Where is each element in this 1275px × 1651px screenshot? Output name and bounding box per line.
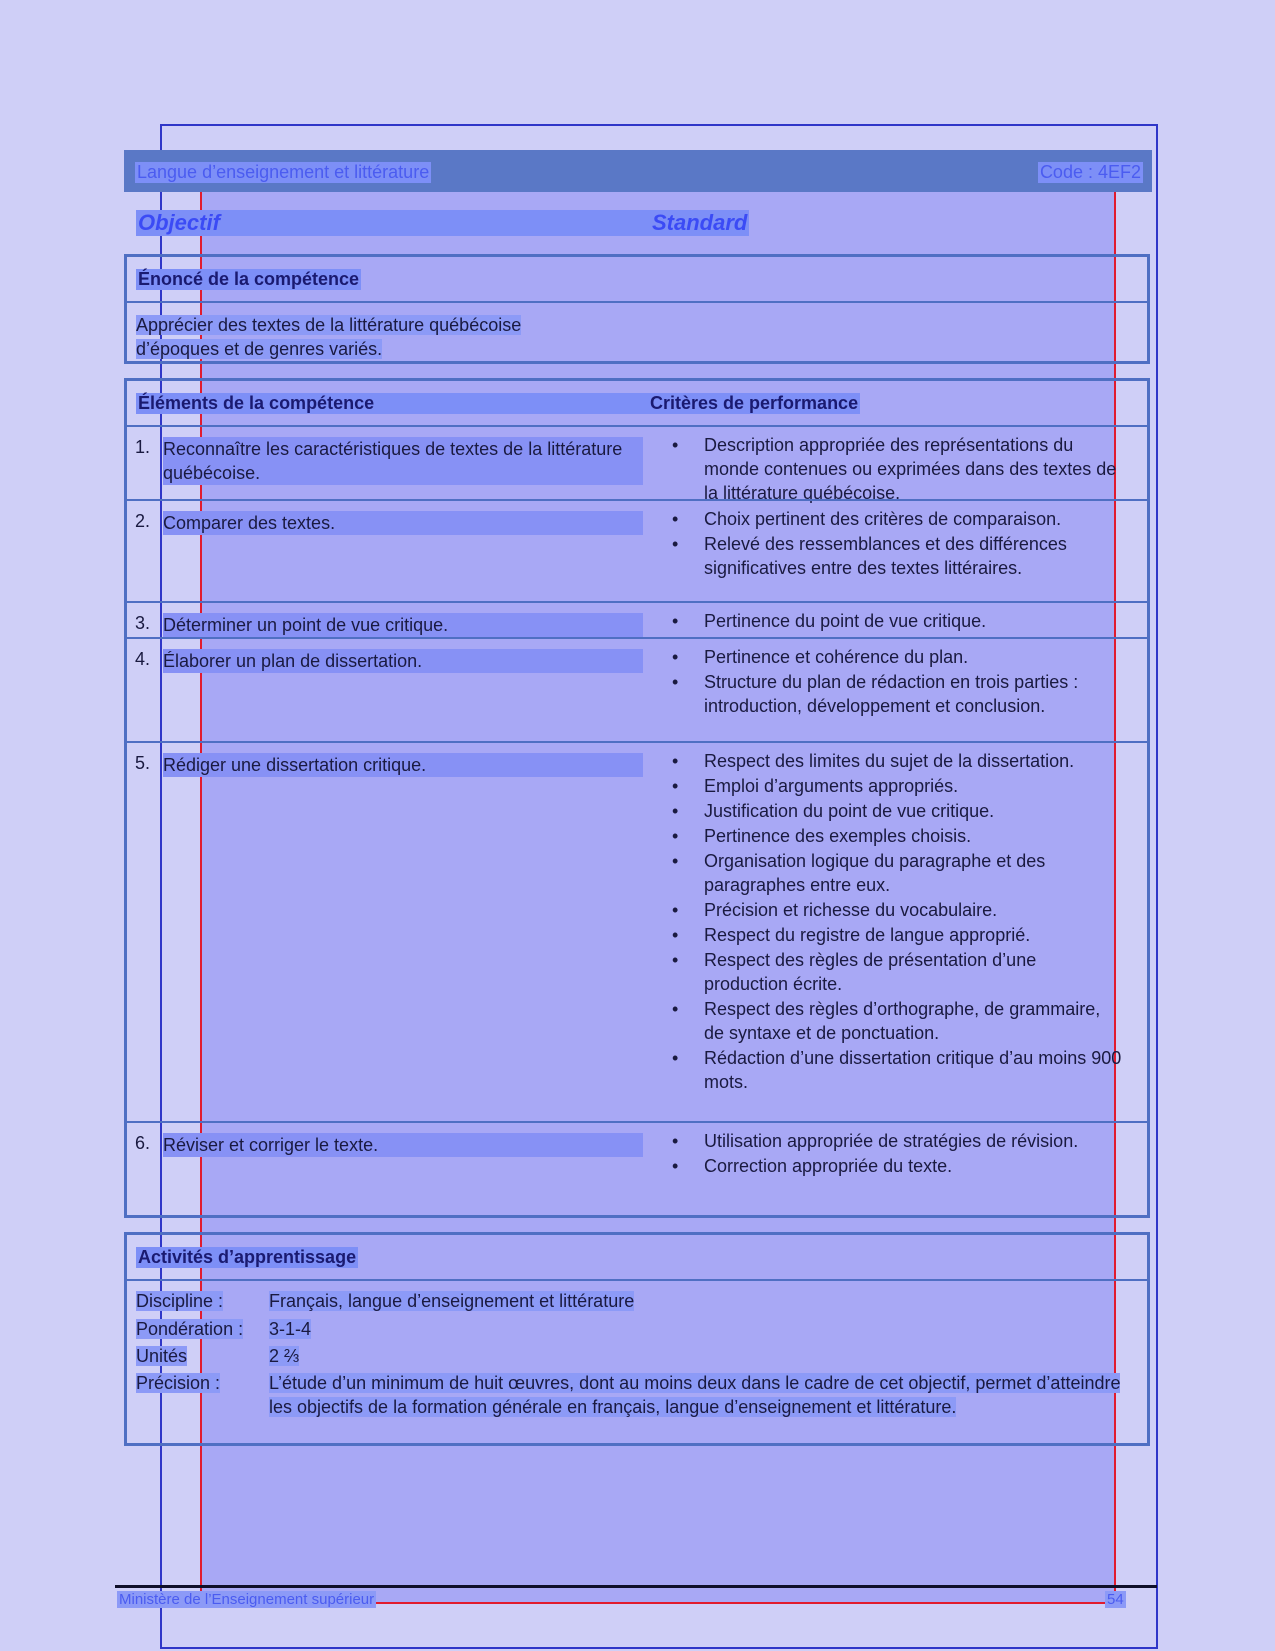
activites-header	[127, 1235, 1147, 1281]
criterion-item: • Relevé des ressemblances et des différences significatives entre des textes littéraires.	[672, 532, 1122, 580]
unites-value: 2 ⅔	[269, 1346, 300, 1366]
precision-row	[136, 1371, 1146, 1443]
criterion-item: • Pertinence du point de vue critique.	[672, 609, 1122, 633]
element-label: Reconnaître les caractéristiques de textes de la littérature québécoise.	[163, 437, 643, 485]
criteria-list	[672, 507, 1122, 581]
discipline-key: Discipline :	[136, 1291, 224, 1311]
criterion-item: • Rédaction d’une dissertation critique d’au moins 900 mots.	[672, 1046, 1122, 1094]
objectif-label: Objectif	[136, 210, 650, 236]
criteria-list	[672, 433, 1122, 506]
ponderation-row	[136, 1317, 1146, 1341]
criteria-list	[672, 645, 1122, 719]
enonce-section	[124, 254, 1150, 364]
header-title: Langue d’enseignement et littérature	[137, 162, 430, 182]
element-number: 3.	[135, 613, 151, 633]
criteria-title: Critères de performance	[650, 393, 859, 413]
criterion-item: • Description appropriée des représentations du monde contenues ou exprimées dans des textes de la littérature québécoise.	[672, 433, 1122, 505]
element-number: 4.	[135, 649, 151, 669]
precision-value: L’étude d’un minimum de huit œuvres, dont au moins deux dans le cadre de cet objectif, permet d’atteindre les objectifs de la formation générale en français, langue d’enseignement et littérature.	[269, 1373, 1121, 1417]
enonce-text: Apprécier des textes de la littérature québécoise d’époques et de genres variés.	[136, 315, 522, 359]
criterion-item: • Pertinence et cohérence du plan.	[672, 645, 1122, 669]
element-number: 5.	[135, 753, 151, 773]
discipline-row	[136, 1289, 1146, 1313]
criterion-item: • Respect du registre de langue approprié.	[672, 923, 1122, 947]
enonce-header	[127, 257, 1147, 303]
activites-section	[124, 1232, 1150, 1446]
element-row-5	[127, 741, 1147, 1123]
header-code: Code : 4EF2	[1039, 162, 1141, 182]
element-label: Réviser et corriger le texte.	[163, 1133, 643, 1157]
elements-title: Éléments de la compétence	[136, 393, 650, 414]
criterion-item: • Justification du point de vue critique.	[672, 799, 1122, 823]
element-row-3	[127, 601, 1147, 639]
element-row-1	[127, 425, 1147, 501]
element-label: Déterminer un point de vue critique.	[163, 613, 643, 637]
discipline-value: Français, langue d’enseignement et littérature	[269, 1291, 635, 1311]
activites-title: Activités d’apprentissage	[138, 1247, 357, 1267]
criterion-item: • Respect des limites du sujet de la dissertation.	[672, 749, 1122, 773]
unites-key: Unités	[136, 1346, 188, 1366]
ponderation-value: 3-1-4	[269, 1319, 312, 1339]
criteria-list	[672, 609, 1122, 634]
element-label: Rédiger une dissertation critique.	[163, 753, 643, 777]
element-row-4	[127, 637, 1147, 743]
element-label: Comparer des textes.	[163, 511, 643, 535]
criterion-item: • Pertinence des exemples choisis.	[672, 824, 1122, 848]
criterion-item: • Emploi d’arguments appropriés.	[672, 774, 1122, 798]
criterion-item: • Organisation logique du paragraphe et des paragraphes entre eux.	[672, 849, 1122, 897]
page-number: 54	[1107, 1591, 1124, 1608]
standard-label: Standard	[652, 210, 748, 235]
criteria-list	[672, 749, 1122, 1095]
element-row-6	[127, 1121, 1147, 1217]
precision-key: Précision :	[136, 1373, 221, 1393]
elements-header	[127, 381, 1147, 427]
ponderation-key: Pondération :	[136, 1319, 244, 1339]
element-number: 2.	[135, 511, 151, 531]
criterion-item: • Choix pertinent des critères de comparaison.	[672, 507, 1122, 531]
element-number: 1.	[135, 437, 151, 457]
criterion-item: • Utilisation appropriée de stratégies de révision.	[672, 1129, 1122, 1153]
element-label: Élaborer un plan de dissertation.	[163, 649, 643, 673]
criterion-item: • Correction appropriée du texte.	[672, 1154, 1122, 1178]
footer-divider	[115, 1585, 1157, 1588]
criteria-list	[672, 1129, 1122, 1179]
criterion-item: • Structure du plan de rédaction en trois parties : introduction, développement et conclusion.	[672, 670, 1122, 718]
criterion-item: • Précision et richesse du vocabulaire.	[672, 898, 1122, 922]
elements-section	[124, 378, 1150, 1218]
criterion-item: • Respect des règles d’orthographe, de grammaire, de syntaxe et de ponctuation.	[672, 997, 1122, 1045]
element-number: 6.	[135, 1133, 151, 1153]
unites-row	[136, 1344, 1146, 1368]
footer-ministry: Ministère de l’Enseignement supérieur	[119, 1591, 375, 1608]
criterion-item: • Respect des règles de présentation d’une production écrite.	[672, 948, 1122, 996]
element-row-2	[127, 499, 1147, 603]
enonce-title: Énoncé de la compétence	[138, 269, 360, 289]
